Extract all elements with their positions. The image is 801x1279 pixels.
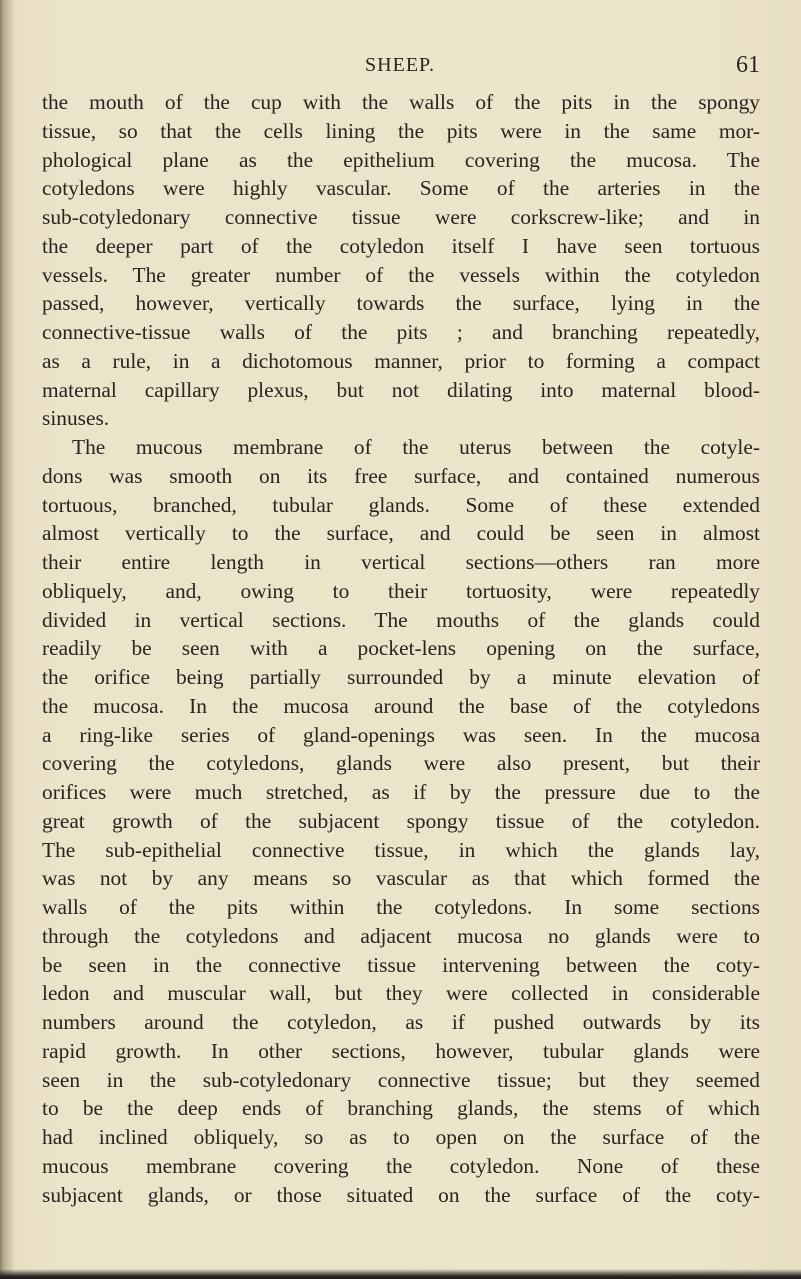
text-line: sinuses.: [42, 406, 110, 431]
text-line: through the cotyledons and adjacent mucosa no glands were to: [42, 923, 760, 948]
text-line: ledon and muscular wall, but they were collected in considerable: [42, 981, 760, 1006]
body-text: [42, 88, 760, 1209]
text-line: orifices were much stretched, as if by the pressure due to the: [42, 780, 760, 804]
text-line: a ring-like series of gland-openings was seen. In the mucosa: [42, 722, 760, 747]
text-line: was not by any means so vascular as that which formed the: [42, 866, 760, 891]
text-line: had inclined obliquely, so as to open on the surface of the: [42, 1125, 760, 1149]
text-line: mucous membrane covering the cotyledon. None of these: [42, 1153, 760, 1178]
text-line: subjacent glands, or those situated on the surface of the coty-: [42, 1182, 760, 1207]
text-line: passed, however, vertically towards the surface, lying in the: [42, 291, 760, 316]
page-header: [40, 52, 760, 86]
text-line: their entire length in vertical sections—others ran more: [42, 550, 760, 574]
text-line: sub-cotyledonary connective tissue were corkscrew-like; and in: [42, 205, 760, 229]
text-line: as a rule, in a dichotomous manner, prior to forming a compact: [42, 348, 760, 373]
page-bottom-edge: [0, 1269, 801, 1279]
text-line: dons was smooth on its free surface, and contained numerous: [42, 463, 760, 488]
text-line: connective-tissue walls of the pits ; and branching repeatedly,: [42, 320, 760, 344]
spine-shadow: [0, 0, 14, 1279]
text-line: great growth of the subjacent spongy tissue of the cotyledon.: [42, 808, 760, 833]
text-line: phological plane as the epithelium covering the mucosa. The: [42, 147, 760, 172]
text-line: tissue, so that the cells lining the pits were in the same mor-: [42, 118, 760, 143]
text-line: the mouth of the cup with the walls of the pits in the spongy: [42, 90, 760, 114]
text-line: be seen in the connective tissue intervening between the coty-: [42, 952, 760, 977]
text-line: divided in vertical sections. The mouths of the glands could: [42, 607, 760, 632]
text-line: tortuous, branched, tubular glands. Some of these extended: [42, 492, 760, 517]
text-line: The sub-epithelial connective tissue, in which the glands lay,: [42, 837, 760, 862]
paragraph-start-line: The mucous membrane of the uterus between the cotyle-: [72, 435, 760, 459]
text-line: maternal capillary plexus, but not dilating into maternal blood-: [42, 377, 760, 402]
page-number: 61: [736, 52, 760, 78]
text-line: readily be seen with a pocket-lens opening on the surface,: [42, 636, 760, 661]
text-line: seen in the sub-cotyledonary connective tissue; but they seemed: [42, 1067, 760, 1092]
text-line: the mucosa. In the mucosa around the base of the cotyledons: [42, 693, 760, 718]
text-line: the orifice being partially surrounded by a minute elevation of: [42, 665, 760, 689]
text-line: cotyledons were highly vascular. Some of the arteries in the: [42, 176, 760, 201]
text-line: numbers around the cotyledon, as if pushed outwards by its: [42, 1010, 760, 1034]
text-line: almost vertically to the surface, and could be seen in almost: [42, 521, 760, 546]
text-line: vessels. The greater number of the vessels within the cotyledon: [42, 262, 760, 287]
text-line: obliquely, and, owing to their tortuosity, were repeatedly: [42, 578, 760, 603]
text-line: rapid growth. In other sections, however, tubular glands were: [42, 1038, 760, 1063]
text-line: covering the cotyledons, glands were also present, but their: [42, 751, 760, 776]
text-line: walls of the pits within the cotyledons. In some sections: [42, 895, 760, 919]
text-line: to be the deep ends of branching glands, the stems of which: [42, 1096, 760, 1121]
text-line: the deeper part of the cotyledon itself I have seen tortuous: [42, 233, 760, 258]
running-head: SHEEP.: [365, 54, 435, 76]
